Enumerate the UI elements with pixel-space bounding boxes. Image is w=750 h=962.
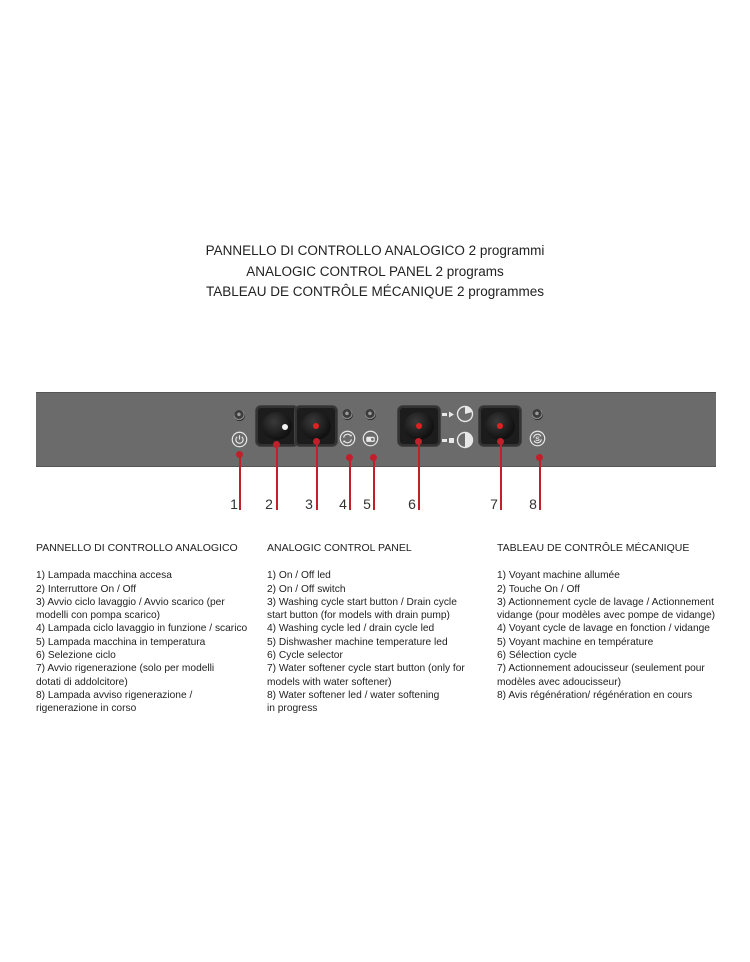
legend-item: 2) On / Off switch — [267, 583, 346, 595]
label-6: 6 — [408, 496, 416, 512]
label-5: 5 — [363, 496, 371, 512]
legend-item: 5) Dishwasher machine temperature led — [267, 636, 448, 648]
label-8: 8 — [529, 496, 537, 512]
label-2: 2 — [265, 496, 273, 512]
legend-heading: ANALOGIC CONTROL PANEL — [267, 542, 412, 554]
legend-item: 2) Touche On / Off — [497, 583, 580, 595]
label-4: 4 — [339, 496, 347, 512]
legend-french — [497, 542, 737, 702]
indicator-dot — [416, 423, 422, 429]
legend-item: 5) Voyant machine en température — [497, 636, 654, 648]
title-english: ANALOGIC CONTROL PANEL 2 programs — [246, 263, 504, 279]
short-cycle-icon — [441, 405, 475, 423]
legend-item: 5) Lampada macchina in temperatura — [36, 636, 206, 648]
on-off-switch[interactable] — [256, 406, 298, 446]
legend-item: 6) Cycle selector — [267, 650, 343, 662]
label-1: 1 — [230, 496, 238, 512]
legend-item: 4) Lampada ciclo lavaggio in funzione / scarico — [36, 623, 248, 635]
title-italian: PANNELLO DI CONTROLLO ANALOGICO 2 programmi — [205, 243, 545, 258]
svg-text:S: S — [535, 436, 540, 444]
title-french: TABLEAU DE CONTRÔLE MÉCANIQUE 2 programmes — [205, 284, 545, 299]
indicator-dot — [497, 423, 503, 429]
legend-italian — [36, 542, 258, 716]
indicator-dot — [313, 423, 319, 429]
legend-item: 2) Interruttore On / Off — [36, 583, 137, 595]
legend-item: 7) Water softener cycle start button (only for models with water softener) — [267, 663, 465, 688]
softener-led — [532, 409, 543, 420]
legend-item: 8) Water softener led / water softening in progress — [267, 689, 440, 715]
label-3: 3 — [305, 496, 313, 512]
softener-icon — [529, 430, 546, 447]
legend-item: 4) Voyant cycle de lavage en fonction / vidange — [497, 623, 710, 635]
legend-item: 8) Avis régénération/ régénération en cours — [497, 689, 693, 701]
legend-item: 1) Voyant machine allumée — [497, 570, 620, 582]
temperature-icon — [362, 430, 379, 447]
legend-item: 3) Washing cycle start button / Drain cycle start button (for models with drain pump) — [267, 596, 457, 622]
legend-item: 3) Actionnement cycle de lavage / Actionnement vidange (pour modèles avec pompe de vidange) — [497, 596, 716, 622]
legend-item: 4) Washing cycle led / drain cycle led — [267, 623, 435, 635]
legend-item: 8) Lampada avviso rigenerazione / rigenerazione in corso — [36, 689, 193, 715]
legend-heading: TABLEAU DE CONTRÔLE MÉCANIQUE — [497, 542, 690, 554]
indicator-dot — [282, 424, 288, 430]
legend-english — [267, 542, 487, 716]
legend-item: 6) Sélection cycle — [497, 650, 577, 662]
wash-cycle-icon — [339, 430, 356, 447]
title-block — [0, 241, 750, 303]
legend-item: 3) Avvio ciclo lavaggio / Avvio scarico (per modelli con pompa scarico) — [36, 596, 225, 622]
power-icon — [231, 431, 248, 448]
temperature-led — [365, 409, 376, 420]
power-led — [234, 410, 245, 421]
legend-item: 7) Actionnement adoucisseur (seulement pour modèles avec adoucisseur) — [497, 663, 705, 688]
legend-item: 1) On / Off led — [267, 570, 331, 582]
legend-item: 6) Selezione ciclo — [36, 650, 116, 662]
label-7: 7 — [490, 496, 498, 512]
legend-heading: PANNELLO DI CONTROLLO ANALOGICO — [36, 542, 238, 554]
legend-item: 7) Avvio rigenerazione (solo per modelli dotati di addolcitore) — [36, 663, 215, 688]
wash-cycle-led — [342, 409, 353, 420]
long-cycle-icon — [441, 431, 475, 449]
legend-item: 1) Lampada macchina accesa — [36, 570, 172, 582]
